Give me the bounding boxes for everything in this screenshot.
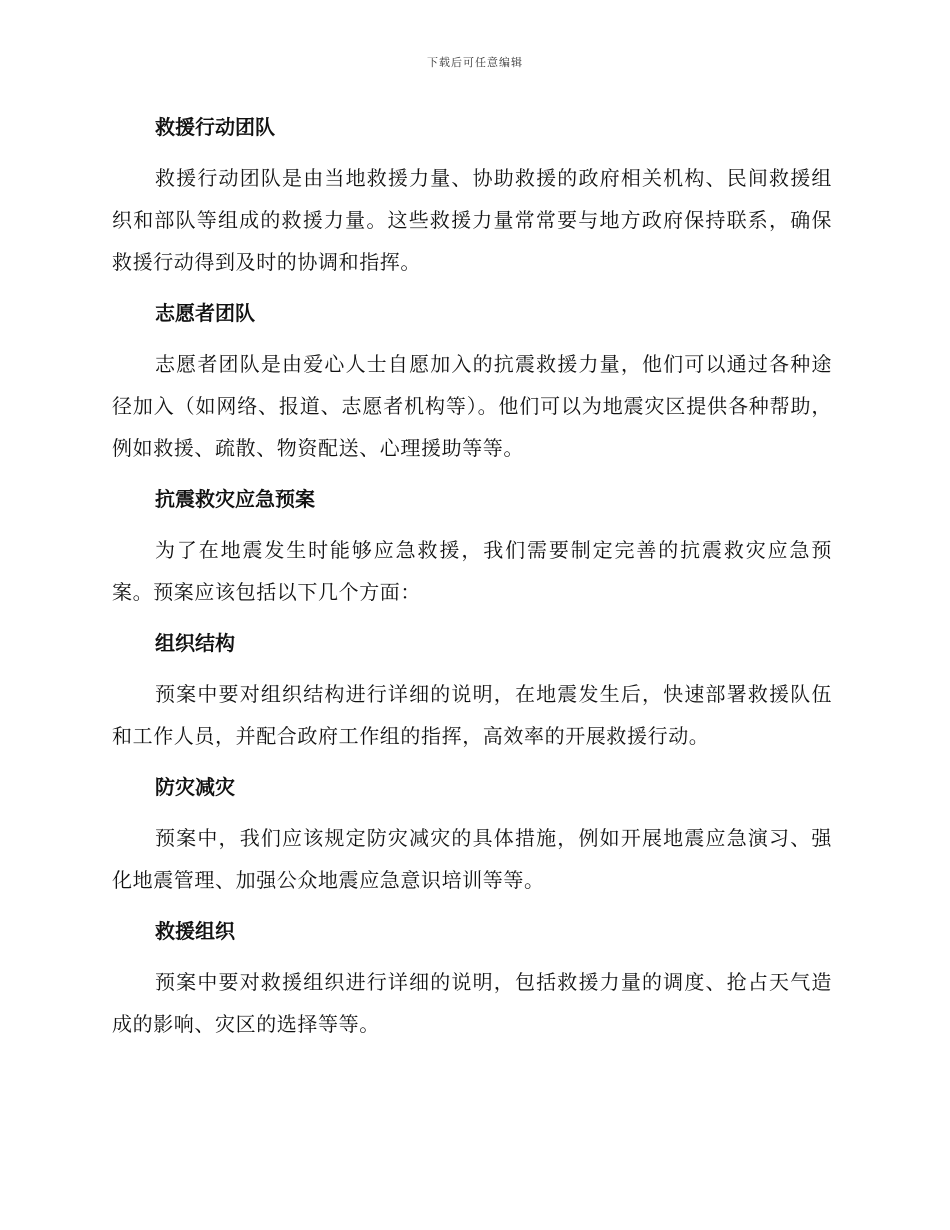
section-paragraph: 为了在地震发生时能够应急救援，我们需要制定完善的抗震救灾应急预案。预案应该包括以下几个方面： xyxy=(112,538,832,604)
page-header-note: 下载后可任意编辑 xyxy=(427,56,523,69)
section-emergency-plan xyxy=(112,479,832,613)
section-disaster-prevention xyxy=(112,767,832,901)
section-organization-structure xyxy=(112,623,832,757)
document-body xyxy=(112,107,832,1055)
section-heading: 防灾减灾 xyxy=(155,775,235,799)
section-paragraph: 预案中要对救援组织进行详细的说明，包括救援力量的调度、抢占天气造成的影响、灾区的选择等等。 xyxy=(112,970,832,1036)
section-heading: 志愿者团队 xyxy=(155,301,255,325)
section-heading: 组织结构 xyxy=(155,631,235,655)
section-rescue-organization xyxy=(112,911,832,1045)
section-paragraph: 志愿者团队是由爱心人士自愿加入的抗震救援力量，他们可以通过各种途径加入（如网络、报道、志愿者机构等）。他们可以为地震灾区提供各种帮助，例如救援、疏散、物资配送、心理援助等等。 xyxy=(112,352,832,460)
section-heading: 救援组织 xyxy=(155,919,235,943)
section-rescue-team xyxy=(112,107,832,283)
section-paragraph: 预案中要对组织结构进行详细的说明，在地震发生后，快速部署救援队伍和工作人员，并配合政府工作组的指挥，高效率的开展救援行动。 xyxy=(112,682,832,748)
section-heading: 抗震救灾应急预案 xyxy=(155,487,315,511)
section-paragraph: 预案中，我们应该规定防灾减灾的具体措施，例如开展地震应急演习、强化地震管理、加强公众地震应急意识培训等等。 xyxy=(112,826,832,892)
section-paragraph: 救援行动团队是由当地救援力量、协助救援的政府相关机构、民间救援组织和部队等组成的救援力量。这些救援力量常常要与地方政府保持联系，确保救援行动得到及时的协调和指挥。 xyxy=(112,166,832,274)
section-heading: 救援行动团队 xyxy=(155,115,275,139)
section-volunteer-team xyxy=(112,293,832,469)
